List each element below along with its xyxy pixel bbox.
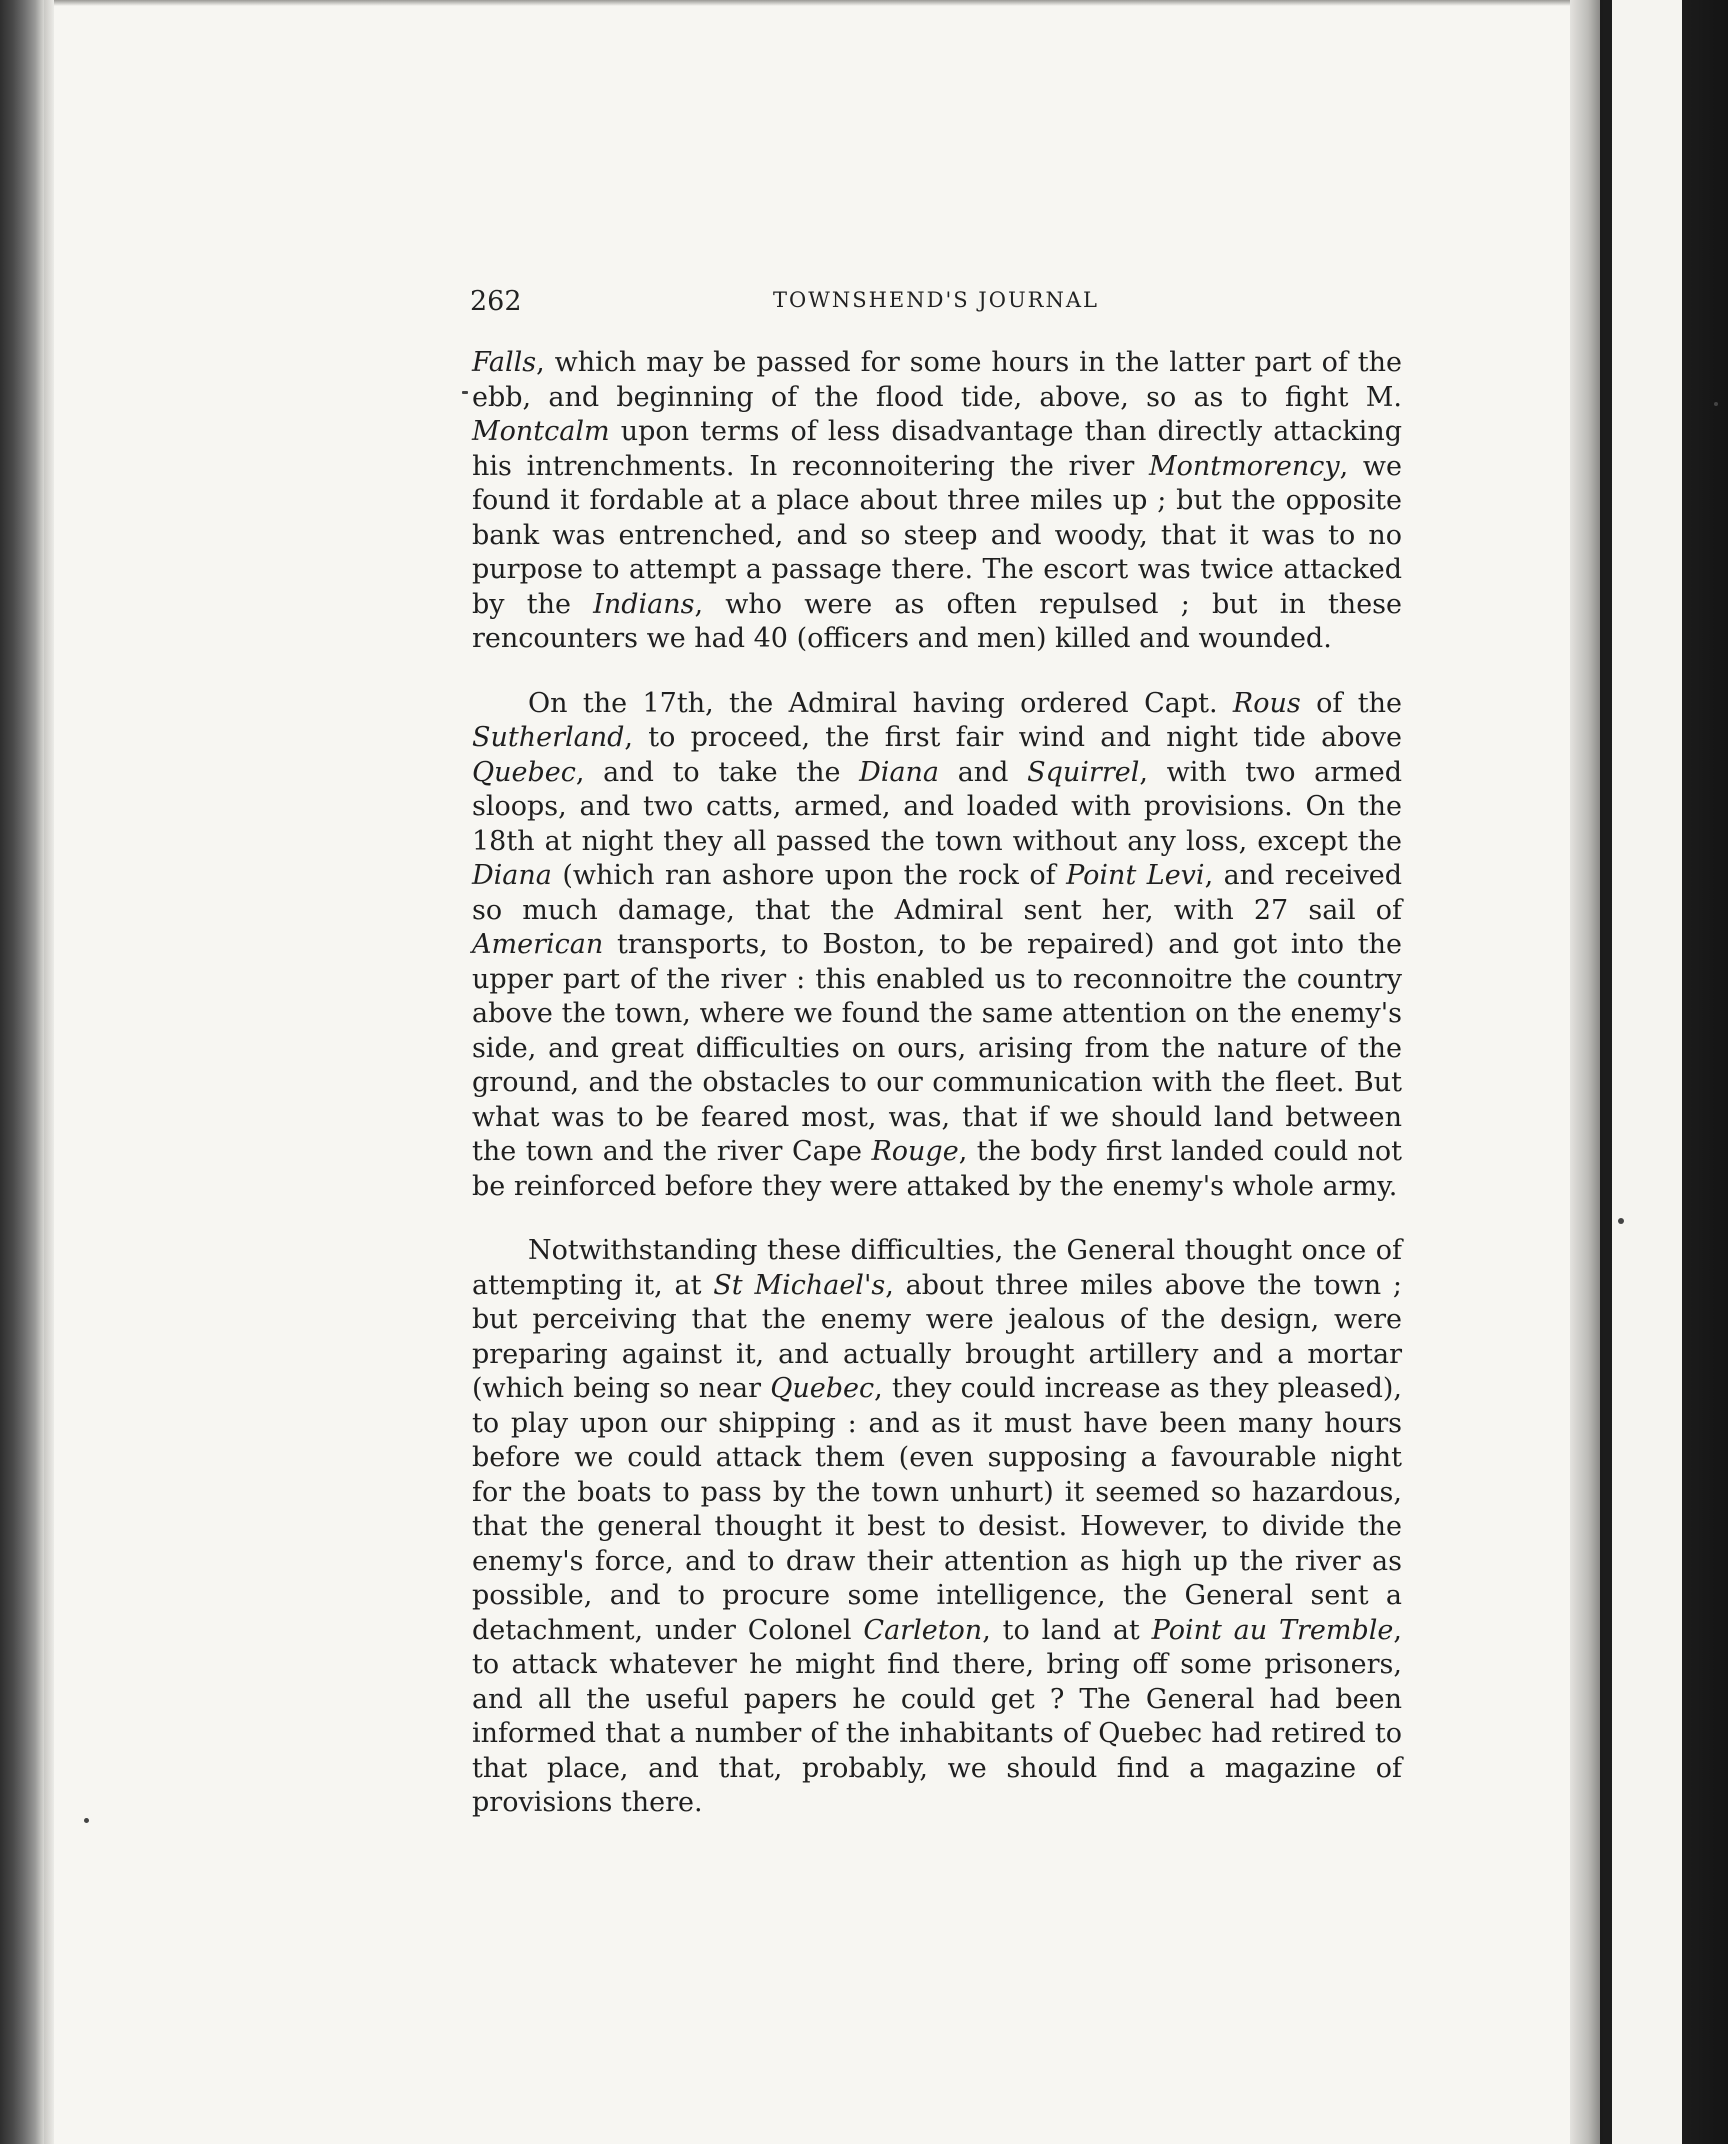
scan-left-margin <box>0 0 44 2144</box>
running-title: TOWNSHEND'S JOURNAL <box>773 288 1099 312</box>
italic-term: Rouge <box>871 1136 959 1167</box>
scan-left-edge <box>44 0 54 2144</box>
text-run: (which ran ashore upon the rock of <box>551 860 1067 891</box>
text-run: , with two armed sloops, and two catts, armed, and loaded with provisions. On the 18th at night they all passed the town without any loss, except the <box>472 756 1402 857</box>
text-run: , to attack whatever he might find there, bring off some prisoners, and all the useful papers he could get ? The General had been informed that a number of the inhabitants of Quebec had retired to that place, and that, probably, we should find a magazine of provisions there. <box>472 1614 1402 1818</box>
text-run: , the body first landed could not be reinforced before they were attaked by the enemy's whole army. <box>472 1136 1402 1202</box>
scan-speck <box>84 1818 89 1823</box>
italic-term: Diana <box>472 860 552 891</box>
text-run: upon terms of less disadvantage than directly attacking his intrenchments. In reconnoitering the river <box>472 416 1402 482</box>
scan-speck <box>1714 402 1718 406</box>
text-run: , they could increase as they pleased), to play upon our shipping : and as it must have been many hours before we could attack them (even supposing a favourable night for the boats to pass by the town unhurt) it seemed so hazardous, that the general thought it best to desist. However, to divide the enemy's force, and to draw their attention as high up the river as possible, and to procure some intelligence, the General sent a detachment, under Colonel <box>472 1373 1402 1646</box>
italic-term: Squirrel <box>1027 756 1140 788</box>
italic-term: Rous <box>1232 687 1301 719</box>
scan-speck <box>462 391 468 394</box>
body-text <box>472 346 1402 1851</box>
text-run: , which may be passed for some hours in the latter part of the ebb, and beginning of the flood tide, above, so as to fight M. <box>472 347 1402 413</box>
page-top-shadow <box>54 0 1570 6</box>
facing-page-edge <box>1612 0 1682 2144</box>
text-run: transports, to Boston, to be repaired) and got into the upper part of the river : this enabled us to reconnoitre the country above the town, where we found the same attention on the enemy's side, and great difficulties on ours, arising from the nature of the ground, and the obstacles to our communication with the fleet. But what was to be feared most, was, that if we should land between the town and the river Cape <box>472 929 1402 1167</box>
italic-term: Diana <box>859 756 940 788</box>
paragraph <box>472 687 1402 1205</box>
paragraph <box>472 346 1402 657</box>
italic-term: Quebec <box>770 1373 875 1404</box>
page-gutter <box>1570 0 1600 2144</box>
italic-term: Point Levi <box>1066 860 1205 891</box>
italic-term: St Michael's <box>713 1269 886 1301</box>
italic-term: Sutherland <box>472 722 625 753</box>
italic-term: Indians <box>593 588 695 620</box>
text-run: and <box>939 756 1028 788</box>
italic-term: Montmorency <box>1148 450 1340 482</box>
text-run: , to proceed, the first fair wind and night tide above <box>624 722 1402 753</box>
text-run: , about three miles above the town ; but perceiving that the enemy were jealous of the design, were preparing against it, and actually brought artillery and a mortar (which being so near <box>472 1269 1402 1404</box>
scan-speck <box>1618 1218 1624 1224</box>
text-run: , to land at <box>982 1614 1152 1646</box>
text-run: of the <box>1300 687 1402 719</box>
text-run: , and received so much damage, that the Admiral sent her, with 27 sail of <box>472 860 1402 926</box>
italic-term: Falls <box>472 347 537 378</box>
italic-term: Point au Tremble <box>1151 1614 1394 1646</box>
text-run: Notwithstanding these difficulties, the General thought once of attempting it, at <box>472 1235 1402 1301</box>
page-number: 262 <box>470 286 522 317</box>
text-run: On the 17th, the Admiral having ordered Capt. <box>528 687 1233 719</box>
page-header <box>470 286 1402 322</box>
italic-term: Montcalm <box>472 416 610 447</box>
text-run: , we found it fordable at a place about three miles up ; but the opposite bank was entrenched, and so steep and woody, that it was to no purpose to attempt a passage there. The escort was twice attacked by the <box>472 450 1402 620</box>
paragraph <box>472 1234 1402 1821</box>
text-run: , and to take the <box>575 756 860 788</box>
text-run: , who were as often repulsed ; but in these rencounters we had 40 (officers and men) killed and wounded. <box>472 588 1403 654</box>
italic-term: Carleton <box>863 1614 983 1646</box>
italic-term: American <box>472 929 604 960</box>
italic-term: Quebec <box>472 756 576 788</box>
